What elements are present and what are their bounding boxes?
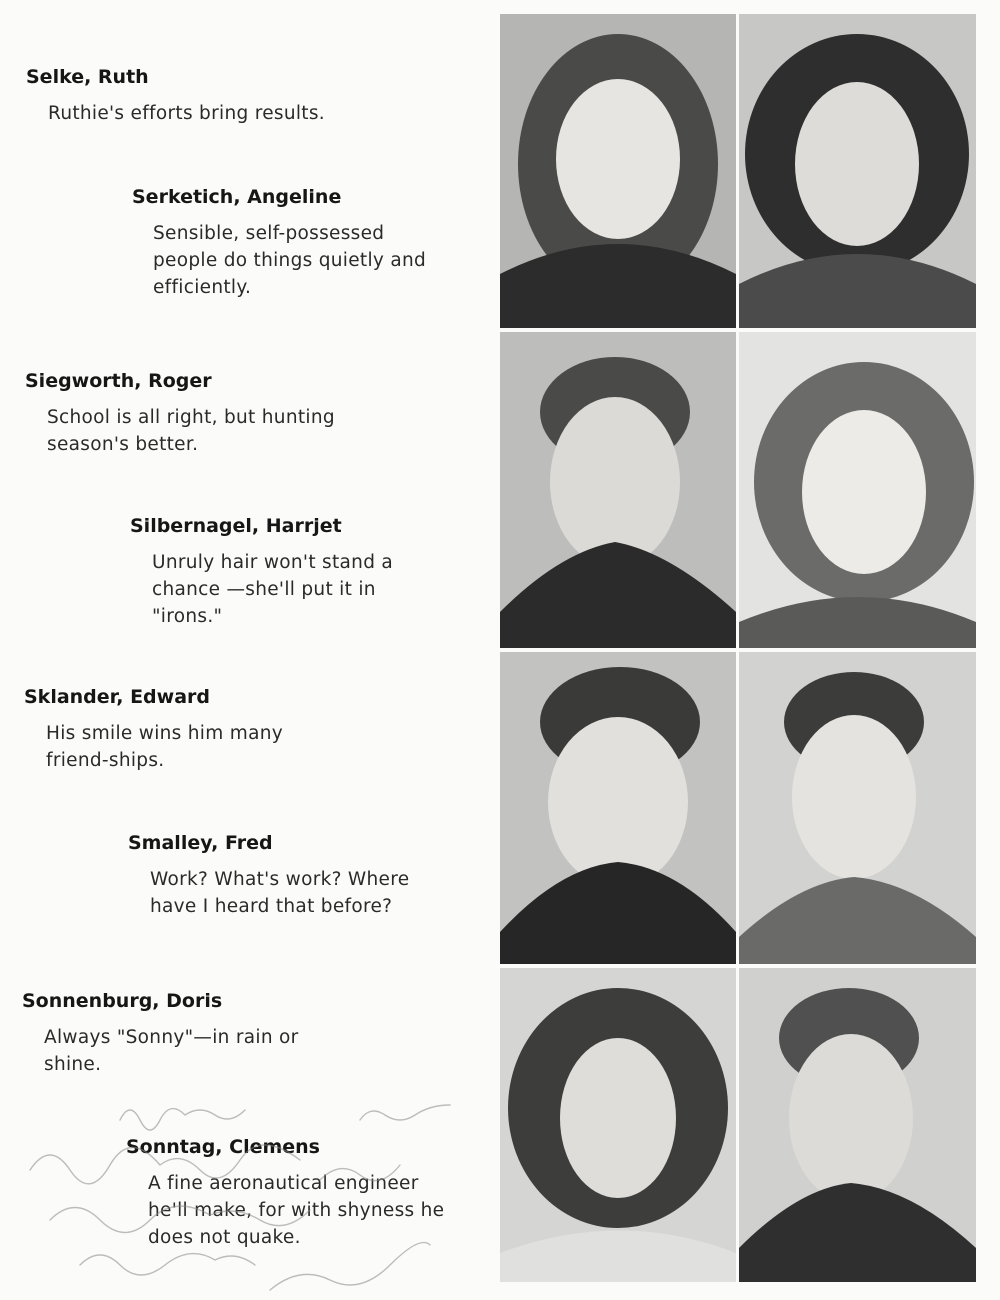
student-name: Silbernagel, Harrjet: [130, 515, 342, 537]
student-quote: Unruly hair won't stand a chance —she'll put it in "irons.": [152, 552, 394, 627]
entry-smalley-fred: [128, 832, 468, 920]
entry-sonntag-clemens: [126, 1136, 466, 1251]
student-name: Sonntag, Clemens: [126, 1136, 320, 1158]
student-name: Serketich, Angeline: [132, 186, 342, 208]
portrait-photo-sonntag-clemens: [739, 968, 976, 1282]
student-quote: Sensible, self-possessed people do things quietly and efficiently.: [153, 223, 427, 298]
student-name: Siegworth, Roger: [25, 370, 212, 392]
portrait-photo-serketich-angeline: [739, 14, 976, 328]
portrait-photo-selke-ruth: [500, 14, 736, 328]
student-name: Selke, Ruth: [26, 66, 149, 88]
entry-sklander-edward: [24, 686, 364, 774]
entry-serketich-angeline: [132, 186, 462, 301]
student-name: Sonnenburg, Doris: [22, 990, 223, 1012]
portrait-photo-sklander-edward: [500, 652, 736, 964]
portrait-photo-sonnenburg-doris: [500, 968, 736, 1282]
student-quote: A fine aeronautical engineer he'll make, for with shyness he does not quake.: [148, 1173, 445, 1248]
student-quote: His smile wins him many friend-ships.: [46, 723, 283, 771]
student-quote: Ruthie's efforts bring results.: [48, 103, 325, 124]
student-quote: Always "Sonny"—in rain or shine.: [44, 1027, 299, 1075]
entry-siegworth-roger: [25, 370, 365, 458]
portrait-photo-silbernagel-harrjet: [739, 332, 976, 648]
student-quote: Work? What's work? Where have I heard that before?: [150, 869, 410, 917]
entry-silbernagel-harrjet: [130, 515, 470, 630]
entry-selke-ruth: [26, 66, 366, 127]
portrait-photo-smalley-fred: [739, 652, 976, 964]
entry-sonnenburg-doris: [22, 990, 362, 1078]
portrait-photo-siegworth-roger: [500, 332, 736, 648]
student-quote: School is all right, but hunting season's better.: [47, 407, 335, 455]
student-name: Sklander, Edward: [24, 686, 211, 708]
student-name: Smalley, Fred: [128, 832, 273, 854]
